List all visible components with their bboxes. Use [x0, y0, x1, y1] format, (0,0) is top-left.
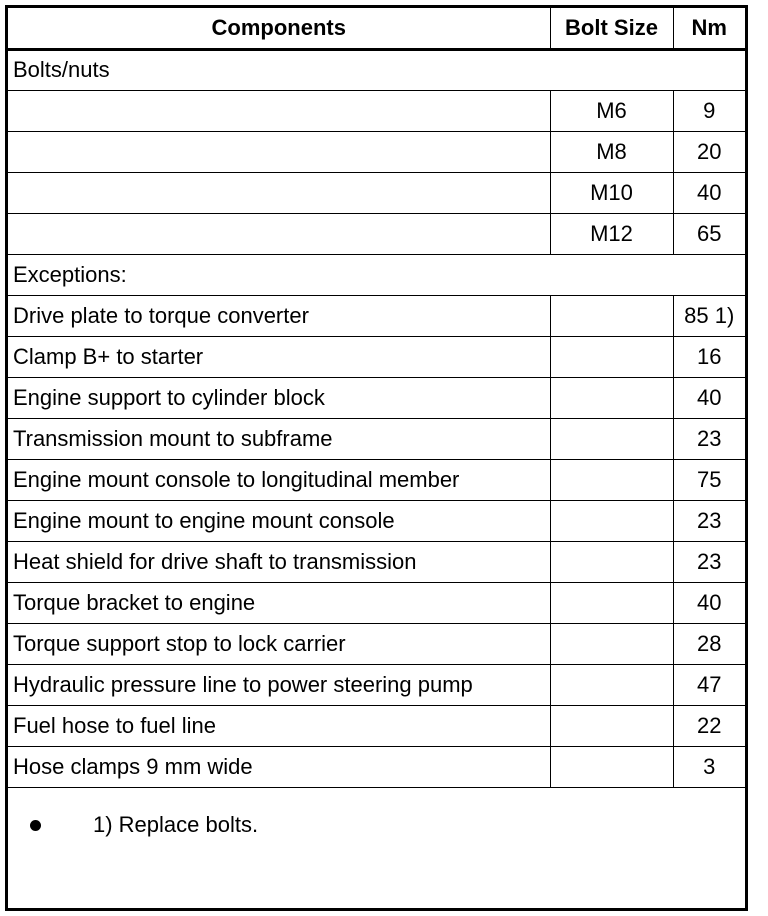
- bolt-size-cell: [550, 459, 673, 500]
- component-cell: Hose clamps 9 mm wide: [8, 746, 550, 787]
- table-row: [8, 418, 745, 459]
- component-cell: Engine support to cylinder block: [8, 377, 550, 418]
- bolt-size-cell: [550, 541, 673, 582]
- bolt-size-cell: [550, 377, 673, 418]
- section-row-bolts-nuts: [8, 49, 745, 90]
- header-components: Components: [8, 8, 550, 49]
- table-row: [8, 664, 745, 705]
- table-row: [8, 746, 745, 787]
- section-row-exceptions: [8, 254, 745, 295]
- component-cell: Engine mount to engine mount console: [8, 500, 550, 541]
- nm-cell: 75: [673, 459, 745, 500]
- nm-cell: 40: [673, 377, 745, 418]
- bolt-size-cell: M12: [550, 213, 673, 254]
- torque-spec-table: [8, 8, 745, 788]
- section-label-exceptions: Exceptions:: [8, 254, 745, 295]
- bolt-size-cell: [550, 418, 673, 459]
- component-cell: Transmission mount to subframe: [8, 418, 550, 459]
- component-cell: Engine mount console to longitudinal member: [8, 459, 550, 500]
- component-cell: [8, 90, 550, 131]
- component-cell: Torque support stop to lock carrier: [8, 623, 550, 664]
- header-nm: Nm: [673, 8, 745, 49]
- nm-cell: 23: [673, 541, 745, 582]
- bolt-size-cell: [550, 500, 673, 541]
- table-row: [8, 459, 745, 500]
- table-row: [8, 541, 745, 582]
- table-row: [8, 295, 745, 336]
- header-bolt-size: Bolt Size: [550, 8, 673, 49]
- section-label-bolts-nuts: Bolts/nuts: [8, 49, 745, 90]
- table-row: [8, 582, 745, 623]
- component-cell: Heat shield for drive shaft to transmission: [8, 541, 550, 582]
- bolt-size-cell: M10: [550, 172, 673, 213]
- nm-cell: 23: [673, 500, 745, 541]
- bolt-size-cell: [550, 582, 673, 623]
- bolt-size-cell: M8: [550, 131, 673, 172]
- component-cell: [8, 131, 550, 172]
- header-row: [8, 8, 745, 49]
- component-cell: [8, 213, 550, 254]
- component-cell: Clamp B+ to starter: [8, 336, 550, 377]
- bolt-size-cell: [550, 746, 673, 787]
- component-cell: [8, 172, 550, 213]
- component-cell: Hydraulic pressure line to power steering pump: [8, 664, 550, 705]
- table-row: [8, 213, 745, 254]
- table-row: [8, 131, 745, 172]
- nm-cell: 28: [673, 623, 745, 664]
- table-row: [8, 623, 745, 664]
- table-row: [8, 500, 745, 541]
- nm-cell: 16: [673, 336, 745, 377]
- nm-cell: 85 1): [673, 295, 745, 336]
- bolt-size-cell: [550, 623, 673, 664]
- table-row: [8, 705, 745, 746]
- nm-cell: 40: [673, 172, 745, 213]
- bolt-size-cell: [550, 295, 673, 336]
- nm-cell: 23: [673, 418, 745, 459]
- torque-spec-table-frame: [5, 5, 748, 911]
- nm-cell: 47: [673, 664, 745, 705]
- nm-cell: 3: [673, 746, 745, 787]
- component-cell: Drive plate to torque converter: [8, 295, 550, 336]
- component-cell: Torque bracket to engine: [8, 582, 550, 623]
- table-row: [8, 377, 745, 418]
- nm-cell: 22: [673, 705, 745, 746]
- nm-cell: 9: [673, 90, 745, 131]
- bullet-icon: [30, 820, 41, 831]
- nm-cell: 65: [673, 213, 745, 254]
- component-cell: Fuel hose to fuel line: [8, 705, 550, 746]
- table-row: [8, 172, 745, 213]
- table-row: [8, 90, 745, 131]
- nm-cell: 20: [673, 131, 745, 172]
- table-row: [8, 336, 745, 377]
- footnote-text: 1) Replace bolts.: [93, 812, 259, 837]
- bolt-size-cell: [550, 336, 673, 377]
- nm-cell: 40: [673, 582, 745, 623]
- bolt-size-cell: M6: [550, 90, 673, 131]
- bolt-size-cell: [550, 705, 673, 746]
- bolt-size-cell: [550, 664, 673, 705]
